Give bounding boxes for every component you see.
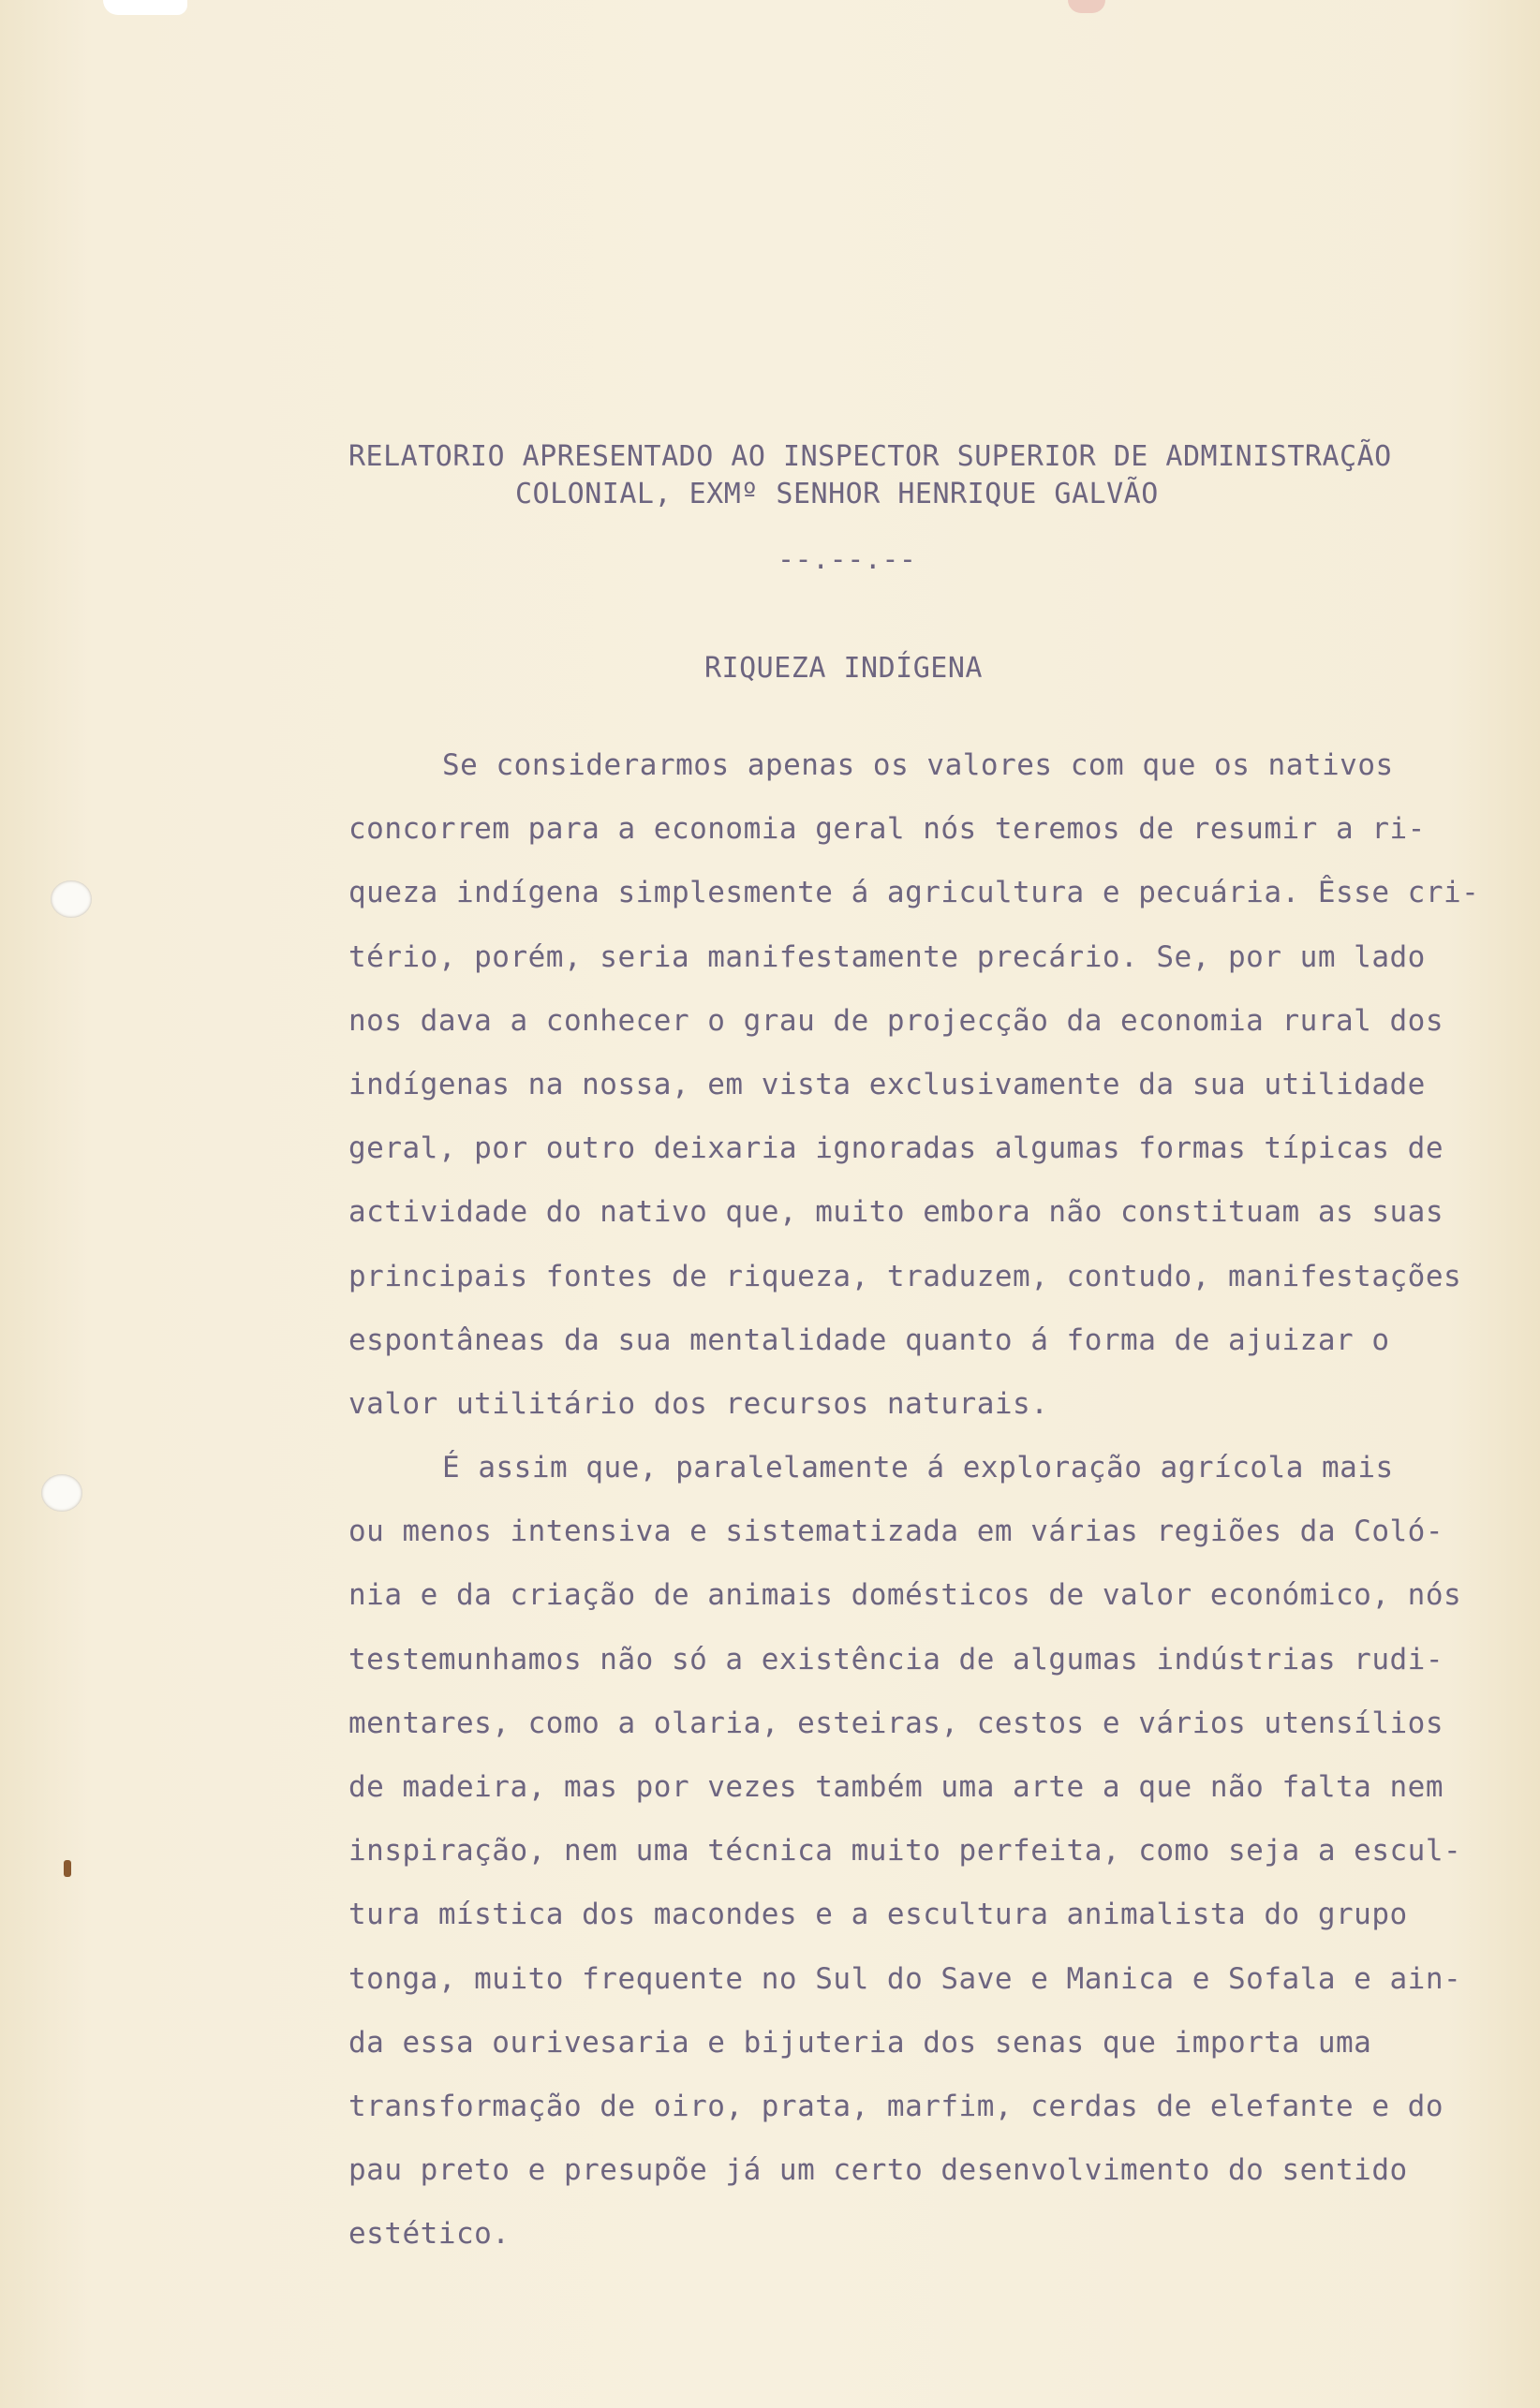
heading-line-2: COLONIAL, EXMº SENHOR HENRIQUE GALVÃO <box>515 478 1159 510</box>
ink-stain <box>1068 0 1105 13</box>
text-line: estético. <box>348 2217 511 2252</box>
text-line: tério, porém, seria manifestamente precário. Se, por um lado <box>348 939 1426 974</box>
text-line: ou menos intensiva e sistematizada em várias regiões da Coló- <box>348 1514 1444 1549</box>
text-line: inspiração, nem uma técnica muito perfeita, como seja a escul- <box>348 1834 1462 1869</box>
text-line: principais fontes de riqueza, traduzem, contudo, manifestações <box>348 1259 1462 1293</box>
text-line: nia e da criação de animais domésticos de valor económico, nós <box>348 1578 1462 1613</box>
torn-corner <box>103 0 187 15</box>
text-line: da essa ourivesaria e bijuteria dos senas que importa uma <box>348 2025 1372 2060</box>
text-line: tura mística dos macondes e a escultura animalista do grupo <box>348 1898 1408 1932</box>
heading-line-1: RELATORIO APRESENTADO AO INSPECTOR SUPERIOR DE ADMINISTRAÇÃO <box>348 440 1392 473</box>
text-line: Se considerarmos apenas os valores com que os nativos <box>442 748 1394 782</box>
text-line: nos dava a conhecer o grau de projecção da economia rural dos <box>348 1003 1444 1038</box>
punch-hole-top <box>51 880 92 918</box>
section-title: RIQUEZA INDÍGENA <box>704 652 983 685</box>
text-line: concorrem para a economia geral nós teremos de resumir a ri- <box>348 812 1426 847</box>
text-line: mentares, como a olaria, esteiras, cestos e vários utensílios <box>348 1706 1444 1740</box>
paper-mark <box>64 1860 71 1877</box>
text-line: tonga, muito frequente no Sul do Save e Manica e Sofala e ain- <box>348 1961 1462 1996</box>
text-line: É assim que, paralelamente á exploração agrícola mais <box>442 1451 1394 1485</box>
text-line: espontâneas da sua mentalidade quanto á forma de ajuizar o <box>348 1322 1390 1357</box>
text-line: indígenas na nossa, em vista exclusivamente da sua utilidade <box>348 1067 1426 1101</box>
body-text <box>348 745 1510 2278</box>
separator: --.--.-- <box>777 543 917 576</box>
text-line: pau preto e presupõe já um certo desenvolvimento do sentido <box>348 2153 1408 2188</box>
text-line: de madeira, mas por vezes também uma arte a que não falta nem <box>348 1770 1444 1804</box>
text-line: geral, por outro deixaria ignoradas algumas formas típicas de <box>348 1131 1444 1166</box>
text-line: valor utilitário dos recursos naturais. <box>348 1386 1049 1421</box>
punch-hole-bottom <box>41 1474 82 1512</box>
text-line: queza indígena simplesmente á agricultura e pecuária. Êsse cri- <box>348 876 1480 910</box>
text-line: actividade do nativo que, muito embora não constituam as suas <box>348 1195 1444 1230</box>
text-line: transformação de oiro, prata, marfim, cerdas de elefante e do <box>348 2089 1444 2123</box>
text-line: testemunhamos não só a existência de algumas indústrias rudi- <box>348 1642 1444 1677</box>
